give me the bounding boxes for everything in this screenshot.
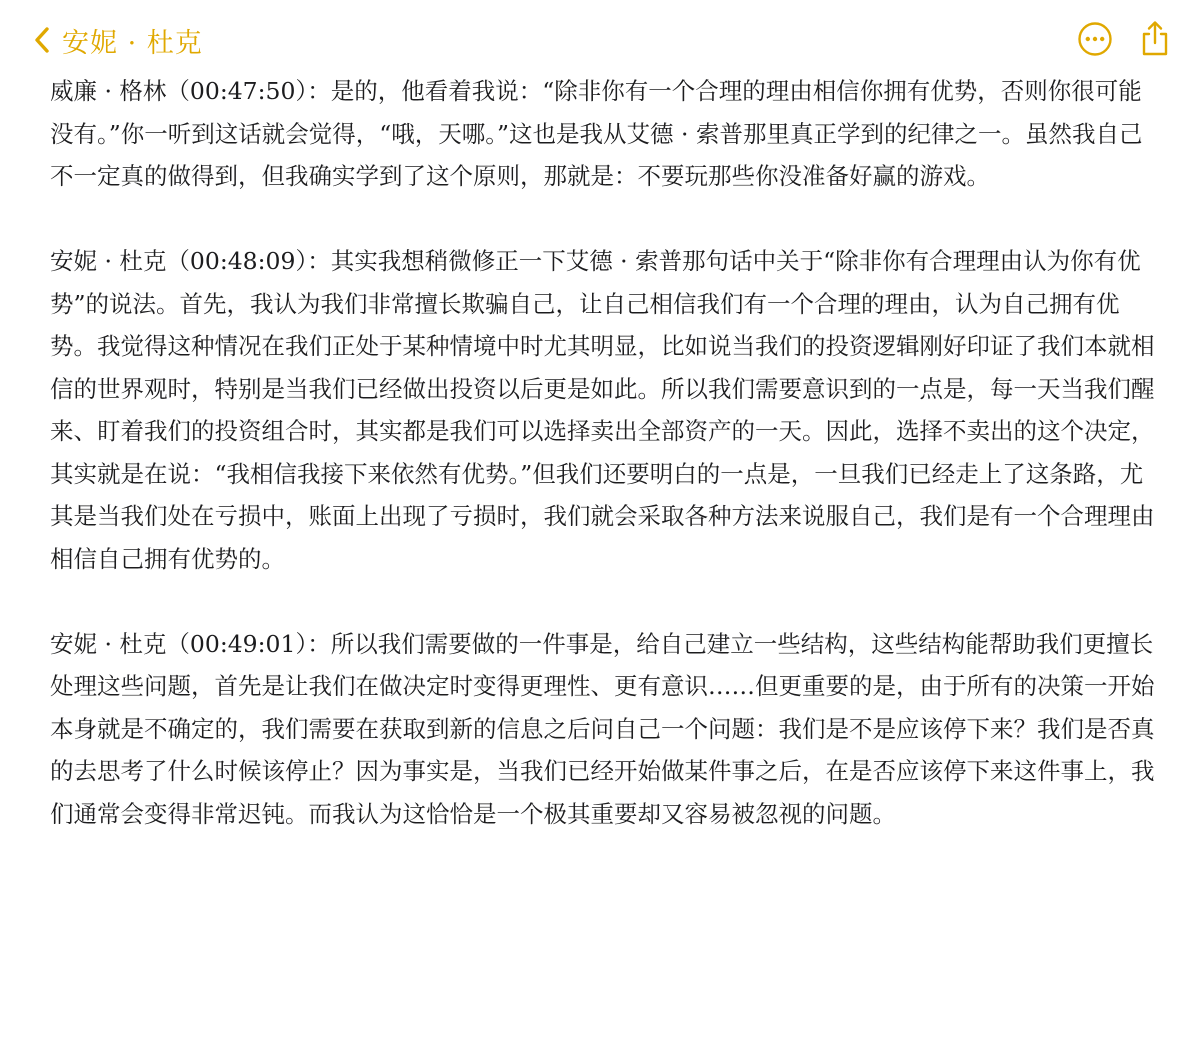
ellipsis-circle-icon (1075, 19, 1115, 59)
back-button-label: 安妮 · 杜克 (62, 27, 203, 59)
share-button[interactable] (1135, 19, 1175, 59)
note-body[interactable] (50, 70, 1160, 835)
paragraph-spacer (50, 580, 1160, 623)
back-button[interactable] (34, 20, 203, 60)
paragraph-spacer (50, 198, 1160, 241)
share-icon (1135, 19, 1175, 59)
note-paragraph-3: 安妮 · 杜克（00:49:01）：所以我们需要做的一件事是，给自己建立一些结构，这些结构能帮助我们更擅长处理这些问题，首先是让我们在做决定时变得更理性、更有意识……但更重要的是，由于所有的决策一开始本身就是不确定的，我们需要在获取到新的信息之后问自己一个问题：我们是不是应该停下来？我们是否真的去思考了什么时候该停止？因为事实是，当我们已经开始做某件事之后，在是否应该停下来这件事上，我们通常会变得非常迟钝。而我认为这恰恰是一个极其重要却又容易被忽视的问题。 (50, 629, 1155, 828)
more-button[interactable] (1075, 19, 1115, 59)
note-paragraph-1: 威廉 · 格林（00:47:50）：是的，他看着我说：“除非你有一个合理的理由相信你拥有优势，否则你很可能没有。”你一听到这话就会觉得，“哦，天哪。”这也是我从艾德 · 索普那里真正学到的纪律之一。虽然我自己不一定真的做得到，但我确实学到了这个原则，那就是：不要玩那些你没准备好赢的游戏。 (50, 77, 1143, 190)
navigation-bar (0, 0, 1200, 78)
note-paragraph-2: 安妮 · 杜克（00:48:09）：其实我想稍微修正一下艾德 · 索普那句话中关于“除非你有合理理由认为你有优势”的说法。首先，我认为我们非常擅长欺骗自己，让自己相信我们有一个合理的理由，认为自己拥有优势。我觉得这种情况在我们正处于某种情境中时尤其明显，比如说当我们的投资逻辑刚好印证了我们本就相信的世界观时，特别是当我们已经做出投资以后更是如此。所以我们需要意识到的一点是，每一天当我们醒来、盯着我们的投资组合时，其实都是我们可以选择卖出全部资产的一天。因此，选择不卖出的这个决定，其实就是在说：“我相信我接下来依然有优势。”但我们还要明白的一点是，一旦我们已经走上了这条路，尤其是当我们处在亏损中，账面上出现了亏损时，我们就会采取各种方法来说服自己，我们是有一个合理理由相信自己拥有优势的。 (50, 247, 1155, 573)
chevron-left-icon (34, 26, 50, 54)
